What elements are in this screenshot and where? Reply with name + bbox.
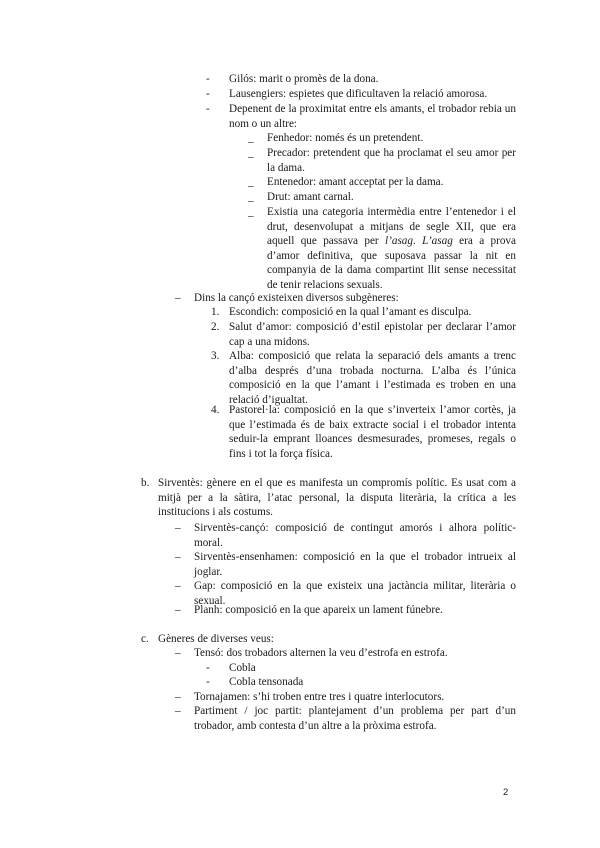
subgenre-escondich: Escondich: composició en la qual l’amant es disculpa. (229, 306, 472, 318)
asag-text-3: era a prova d’amor definitiva, que suposava passar la nit en companyia de la dama compartint llit sense necessitat de tenir relacions sexuals. (267, 235, 516, 291)
bullet-marker: - (206, 88, 210, 100)
number-marker: 2. (211, 321, 220, 333)
section-b-sirventes: Sirventès: gènere en el que es manifesta un compromís polític. Es usat com a mitjà per a la sàtira, l’atac personal, la disputa literària, la crítica a les institucions i als costums. (158, 477, 516, 518)
asag-term-1: l’asag (385, 235, 413, 247)
number-marker: 1. (211, 306, 220, 318)
tenso: Tensó: dos trobadors alternen la veu d’estrofa en estrofa. (194, 647, 448, 659)
section-c-title: Gèneres de diverses veus: (158, 633, 274, 645)
gap: Gap: composició en la que existeix una jactància militar, literària o sexual. (194, 580, 516, 607)
bullet-marker: - (206, 73, 210, 85)
number-marker: 4. (211, 404, 220, 416)
sub-item-entenedor: Entenedor: amant acceptat per la dama. (267, 176, 444, 188)
asag-text-2: . (412, 235, 423, 247)
asag-text-1: Existia una categoria intermèdia entre l’entenedor i el drut, desenvolupat a mitjans de segle XII, que era aquell que passava per (267, 206, 516, 247)
sub-item-drut: Drut: amant carnal. (267, 191, 354, 203)
dash-marker: – (175, 691, 181, 703)
sub-bullet-marker: _ (248, 132, 254, 144)
sub-item-precador: Precador: pretendent que ha proclamat el seu amor per la dama. (267, 147, 516, 174)
page-number: 2 (503, 787, 509, 798)
list-item-proximitat: Depenent de la proximitat entre els amants, el trobador rebia un nom o un altre: (229, 103, 516, 130)
sub-bullet-marker: _ (248, 147, 254, 159)
dash-marker: – (175, 580, 181, 592)
sirventes-canco: Sirventès-cançó: composició de contingut amorós i alhora polític-moral. (194, 522, 516, 549)
sub-bullet-marker: _ (248, 176, 254, 188)
dash-marker: – (175, 647, 181, 659)
dash-marker: – (175, 522, 181, 534)
dash-marker: – (175, 705, 181, 717)
asag-term-2: L’asag (422, 235, 453, 247)
dash-marker: – (175, 551, 181, 563)
bullet-marker: - (206, 103, 210, 115)
section-b-marker: b. (141, 477, 150, 489)
tornajamen: Tornajamen: s’hi troben entre tres i quatre interlocutors. (194, 691, 445, 703)
list-item-lausengiers: Lausengiers: espietes que dificultaven la relació amorosa. (229, 88, 488, 100)
dash-marker: – (175, 292, 181, 304)
cobla: Cobla (229, 662, 256, 674)
subgenre-salut-damor: Salut d’amor: composició d’estil epistolar per declarar l’amor cap a una midons. (229, 321, 516, 348)
sub-item-asag (267, 205, 516, 292)
partiment: Partiment / joc partit: plantejament d’un problema per part d’un trobador, amb contesta d’un altre a la pròxima estrofa. (194, 705, 516, 732)
bullet-marker: - (206, 662, 210, 674)
cobla-tensonada: Cobla tensonada (229, 676, 304, 688)
sirventes-ensenhamen: Sirventès-ensenhamen: composició en la que el trobador intrueix al joglar. (194, 551, 516, 578)
subgenre-alba: Alba: composició que relata la separació dels amants a trenc d’alba després d’una trobada nocturna. L’alba és l’única composició en la que l’amant i l’estimada es troben en una relació d’igualtat. (229, 350, 516, 406)
subgenres-intro: Dins la cançó existeixen diversos subgèneres: (194, 292, 399, 304)
section-c-marker: c. (141, 633, 149, 645)
sub-item-fenhedor: Fenhedor: només és un pretendent. (267, 132, 424, 144)
planh: Planh: composició en la que apareix un lament fúnebre. (194, 604, 443, 616)
bullet-marker: - (206, 676, 210, 688)
list-item-gilos: Gilós: marit o promès de la dona. (229, 73, 379, 85)
sub-bullet-marker: _ (248, 206, 254, 218)
sub-bullet-marker: _ (248, 191, 254, 203)
subgenre-pastorella: Pastorel·la: composició en la que s’inverteix l’amor cortès, ja que l’estimada és de baix extracte social i el trobador intenta seduir-la emprant lloances desmesurades, promeses, regals o fins i tot la força física. (229, 404, 516, 460)
dash-marker: – (175, 604, 181, 616)
number-marker: 3. (211, 350, 220, 362)
